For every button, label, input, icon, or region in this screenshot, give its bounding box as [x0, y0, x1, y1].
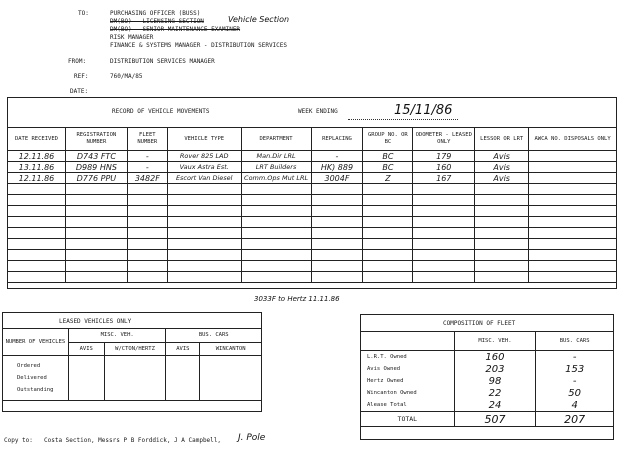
table-row-empty — [8, 228, 617, 239]
cell-replacing: - — [311, 151, 363, 162]
table-row — [8, 173, 617, 184]
copy-to-label: Copy to: — [4, 437, 33, 444]
cell-empty — [413, 206, 475, 217]
cell-empty — [8, 184, 66, 195]
composition-blank-header — [361, 332, 455, 351]
composition-total-bus: 207 — [536, 412, 614, 427]
col-odometer: ODOMETER - LEASED ONLY — [413, 128, 475, 151]
cell-vehicle-type: Escort Van Diesel — [167, 173, 241, 184]
cell-empty — [8, 239, 66, 250]
cell-group-no: BC — [363, 162, 413, 173]
cell-empty — [241, 206, 311, 217]
cell-empty — [475, 239, 529, 250]
col-group-no: GROUP NO. OR BC — [363, 128, 413, 151]
cell-empty — [475, 272, 529, 283]
composition-label: Alease Total — [361, 399, 455, 412]
cell-date-received: 13.11.86 — [8, 162, 66, 173]
cell-empty — [311, 228, 363, 239]
cell-empty — [127, 272, 167, 283]
leased-row-delivered: Delivered — [17, 375, 47, 381]
leased-sub-avis-misc: AVIS — [68, 342, 104, 356]
cell-empty — [311, 250, 363, 261]
cell-empty — [65, 239, 127, 250]
composition-row — [361, 363, 614, 375]
to-line-5: FINANCE & SYSTEMS MANAGER - DISTRIBUTION SERVICES — [110, 42, 288, 49]
leased-cell — [104, 356, 166, 401]
cell-vehicle-type: Rover 825 LAD — [167, 151, 241, 162]
cell-empty — [363, 239, 413, 250]
cell-empty — [529, 261, 617, 272]
week-ending-label: WEEK ENDING — [298, 108, 338, 115]
cell-empty — [413, 250, 475, 261]
leased-sub-wcton-hertz: W/CTON/HERTZ — [104, 342, 166, 356]
cell-empty — [241, 217, 311, 228]
cell-empty — [8, 250, 66, 261]
cell-empty — [167, 217, 241, 228]
composition-misc: 24 — [454, 399, 536, 412]
table-row-empty — [8, 217, 617, 228]
cell-empty — [311, 239, 363, 250]
cell-empty — [241, 250, 311, 261]
composition-misc: 203 — [454, 363, 536, 375]
record-title: RECORD OF VEHICLE MOVEMENTS — [112, 108, 210, 115]
cell-empty — [529, 217, 617, 228]
leased-misc-header: MISC. VEH. — [68, 329, 166, 343]
cell-empty — [65, 195, 127, 206]
leased-table — [2, 328, 262, 401]
leased-cell — [200, 356, 262, 401]
number-of-vehicles-label: NUMBER OF VEHICLES — [3, 329, 69, 356]
cell-empty — [65, 250, 127, 261]
cell-empty — [241, 184, 311, 195]
cell-empty — [475, 206, 529, 217]
cell-replacing: 3004F — [311, 173, 363, 184]
cell-empty — [363, 217, 413, 228]
hertz-transfer-note: 3033F to Hertz 11.11.86 — [254, 295, 340, 303]
cell-empty — [8, 217, 66, 228]
cell-date-received: 12.11.86 — [8, 151, 66, 162]
col-replacing: REPLACING — [311, 128, 363, 151]
cell-empty — [363, 272, 413, 283]
col-date-received: DATE RECEIVED — [8, 128, 66, 151]
cell-empty — [475, 195, 529, 206]
cell-empty — [167, 184, 241, 195]
cell-empty — [413, 272, 475, 283]
composition-col-misc: MISC. VEH. — [454, 332, 536, 351]
cell-lessor: Avis — [475, 151, 529, 162]
composition-bus: - — [536, 375, 614, 387]
cell-fleet-number: 3482F — [127, 173, 167, 184]
cell-empty — [311, 195, 363, 206]
table-row-empty — [8, 184, 617, 195]
leased-vehicles-panel — [2, 312, 262, 412]
leased-bus-header: BUS. CARS — [166, 329, 262, 343]
composition-misc: 98 — [454, 375, 536, 387]
composition-label: Wincanton Owned — [361, 387, 455, 399]
col-awca-no: AWCA NO. DISPOSALS ONLY — [529, 128, 617, 151]
leased-row-ordered: Ordered — [17, 363, 41, 369]
to-line-4: RISK MANAGER — [110, 34, 154, 41]
vehicle-movements-record — [7, 97, 617, 289]
cell-replacing: HK) 889 — [311, 162, 363, 173]
cell-empty — [127, 195, 167, 206]
to-line-1: PURCHASING OFFICER (BUSS) — [110, 10, 201, 17]
cell-empty — [413, 228, 475, 239]
cell-department: Comm.Ops Mut LRL — [241, 173, 311, 184]
cell-department: Man.Dir LRL — [241, 151, 311, 162]
cell-empty — [475, 250, 529, 261]
to-line-3: DM(BO) - SENIOR MAINTENANCE EXAMINER — [110, 26, 241, 33]
cell-empty — [311, 272, 363, 283]
composition-bus: - — [536, 351, 614, 364]
cell-empty — [413, 261, 475, 272]
composition-misc: 160 — [454, 351, 536, 364]
cell-empty — [529, 206, 617, 217]
cell-empty — [65, 206, 127, 217]
col-lessor: LESSOR OR LRT — [475, 128, 529, 151]
to-line-2: DM(BO) - LICENSING SECTION — [110, 18, 204, 25]
cell-empty — [65, 184, 127, 195]
cell-empty — [363, 228, 413, 239]
cell-group-no: BC — [363, 151, 413, 162]
from-value: DISTRIBUTION SERVICES MANAGER — [110, 58, 215, 65]
leased-cell — [166, 356, 200, 401]
cell-empty — [241, 228, 311, 239]
cell-empty — [413, 217, 475, 228]
table-row-empty — [8, 250, 617, 261]
cell-date-received: 12.11.86 — [8, 173, 66, 184]
cell-empty — [529, 228, 617, 239]
cell-fleet-number: - — [127, 162, 167, 173]
composition-label: Hertz Owned — [361, 375, 455, 387]
cell-empty — [413, 184, 475, 195]
cell-empty — [475, 228, 529, 239]
composition-row — [361, 351, 614, 364]
to-handwritten-note: Vehicle Section — [228, 15, 290, 24]
week-ending-value: 15/11/86 — [394, 103, 453, 118]
cell-empty — [127, 217, 167, 228]
cell-lessor: Avis — [475, 162, 529, 173]
composition-bus: 50 — [536, 387, 614, 399]
cell-empty — [241, 195, 311, 206]
cell-empty — [127, 184, 167, 195]
col-vehicle-type: VEHICLE TYPE — [167, 128, 241, 151]
table-row-empty — [8, 195, 617, 206]
cell-empty — [311, 217, 363, 228]
cell-empty — [8, 272, 66, 283]
cell-awca-no — [529, 173, 617, 184]
cell-empty — [529, 250, 617, 261]
cell-empty — [475, 184, 529, 195]
cell-awca-no — [529, 151, 617, 162]
composition-label: L.R.T. Owned — [361, 351, 455, 364]
cell-empty — [363, 250, 413, 261]
cell-empty — [241, 272, 311, 283]
cell-empty — [167, 250, 241, 261]
composition-total-misc: 507 — [454, 412, 536, 427]
movements-table — [7, 127, 617, 283]
cell-empty — [65, 261, 127, 272]
cell-empty — [311, 261, 363, 272]
cell-empty — [529, 239, 617, 250]
composition-misc: 22 — [454, 387, 536, 399]
cell-odometer: 179 — [413, 151, 475, 162]
table-row — [8, 162, 617, 173]
ref-label: REF: — [74, 73, 89, 80]
table-row-empty — [8, 206, 617, 217]
cell-department: LRT Builders — [241, 162, 311, 173]
week-ending-underline — [348, 119, 458, 120]
cell-empty — [311, 206, 363, 217]
composition-label: Avis Owned — [361, 363, 455, 375]
cell-empty — [475, 261, 529, 272]
cell-empty — [127, 239, 167, 250]
cell-empty — [529, 195, 617, 206]
cell-empty — [167, 195, 241, 206]
cell-empty — [8, 228, 66, 239]
cell-lessor: Avis — [475, 173, 529, 184]
composition-row — [361, 375, 614, 387]
cell-registration-number: D743 FTC — [65, 151, 127, 162]
cell-empty — [8, 195, 66, 206]
cell-empty — [413, 239, 475, 250]
cell-odometer: 160 — [413, 162, 475, 173]
cell-empty — [529, 272, 617, 283]
table-header-row — [8, 128, 617, 151]
from-label: FROM: — [68, 58, 87, 65]
cell-empty — [363, 206, 413, 217]
col-fleet-number: FLEET NUMBER — [127, 128, 167, 151]
composition-total-label: TOTAL — [361, 412, 455, 427]
composition-panel — [360, 314, 614, 440]
cell-empty — [65, 228, 127, 239]
leased-sub-avis-bus: AVIS — [166, 342, 200, 356]
cell-empty — [167, 261, 241, 272]
cell-empty — [363, 195, 413, 206]
cell-fleet-number: - — [127, 151, 167, 162]
leased-sub-wincanton: WINCANTON — [200, 342, 262, 356]
cell-empty — [8, 206, 66, 217]
cell-empty — [167, 272, 241, 283]
cell-group-no: Z — [363, 173, 413, 184]
cell-empty — [65, 217, 127, 228]
composition-row — [361, 399, 614, 412]
table-row-empty — [8, 261, 617, 272]
cell-empty — [65, 272, 127, 283]
composition-table — [360, 331, 614, 427]
table-row-empty — [8, 239, 617, 250]
copy-to-handwritten: J. Pole — [238, 433, 266, 443]
composition-col-bus: BUS. CARS — [536, 332, 614, 351]
cell-odometer: 167 — [413, 173, 475, 184]
cell-empty — [167, 239, 241, 250]
cell-empty — [167, 228, 241, 239]
cell-empty — [127, 261, 167, 272]
cell-awca-no — [529, 162, 617, 173]
col-department: DEPARTMENT — [241, 128, 311, 151]
table-row-empty — [8, 272, 617, 283]
col-registration-number: REGISTRATION NUMBER — [65, 128, 127, 151]
to-label: TO: — [78, 10, 89, 17]
composition-title: COMPOSITION OF FLEET — [443, 320, 516, 327]
ref-value: 760/MA/85 — [110, 73, 143, 80]
cell-empty — [127, 228, 167, 239]
composition-bus: 153 — [536, 363, 614, 375]
cell-empty — [413, 195, 475, 206]
leased-cell — [68, 356, 104, 401]
cell-empty — [8, 261, 66, 272]
cell-empty — [127, 250, 167, 261]
cell-empty — [241, 239, 311, 250]
cell-vehicle-type: Vaux Astra Est. — [167, 162, 241, 173]
cell-registration-number: D776 PPU — [65, 173, 127, 184]
cell-empty — [167, 206, 241, 217]
leased-row-outstanding: Outstanding — [17, 387, 54, 393]
cell-empty — [529, 184, 617, 195]
composition-bus: 4 — [536, 399, 614, 412]
cell-empty — [241, 261, 311, 272]
date-label: DATE: — [70, 88, 89, 95]
cell-empty — [363, 184, 413, 195]
leased-row-labels — [3, 356, 69, 401]
cell-empty — [475, 217, 529, 228]
cell-registration-number: D989 HNS — [65, 162, 127, 173]
table-row — [8, 151, 617, 162]
cell-empty — [127, 206, 167, 217]
copy-to-value: Costa Section, Messrs P B Forddick, J A Campbell, — [44, 437, 222, 444]
leased-title: LEASED VEHICLES ONLY — [59, 318, 132, 325]
cell-empty — [363, 261, 413, 272]
composition-row — [361, 387, 614, 399]
cell-empty — [311, 184, 363, 195]
